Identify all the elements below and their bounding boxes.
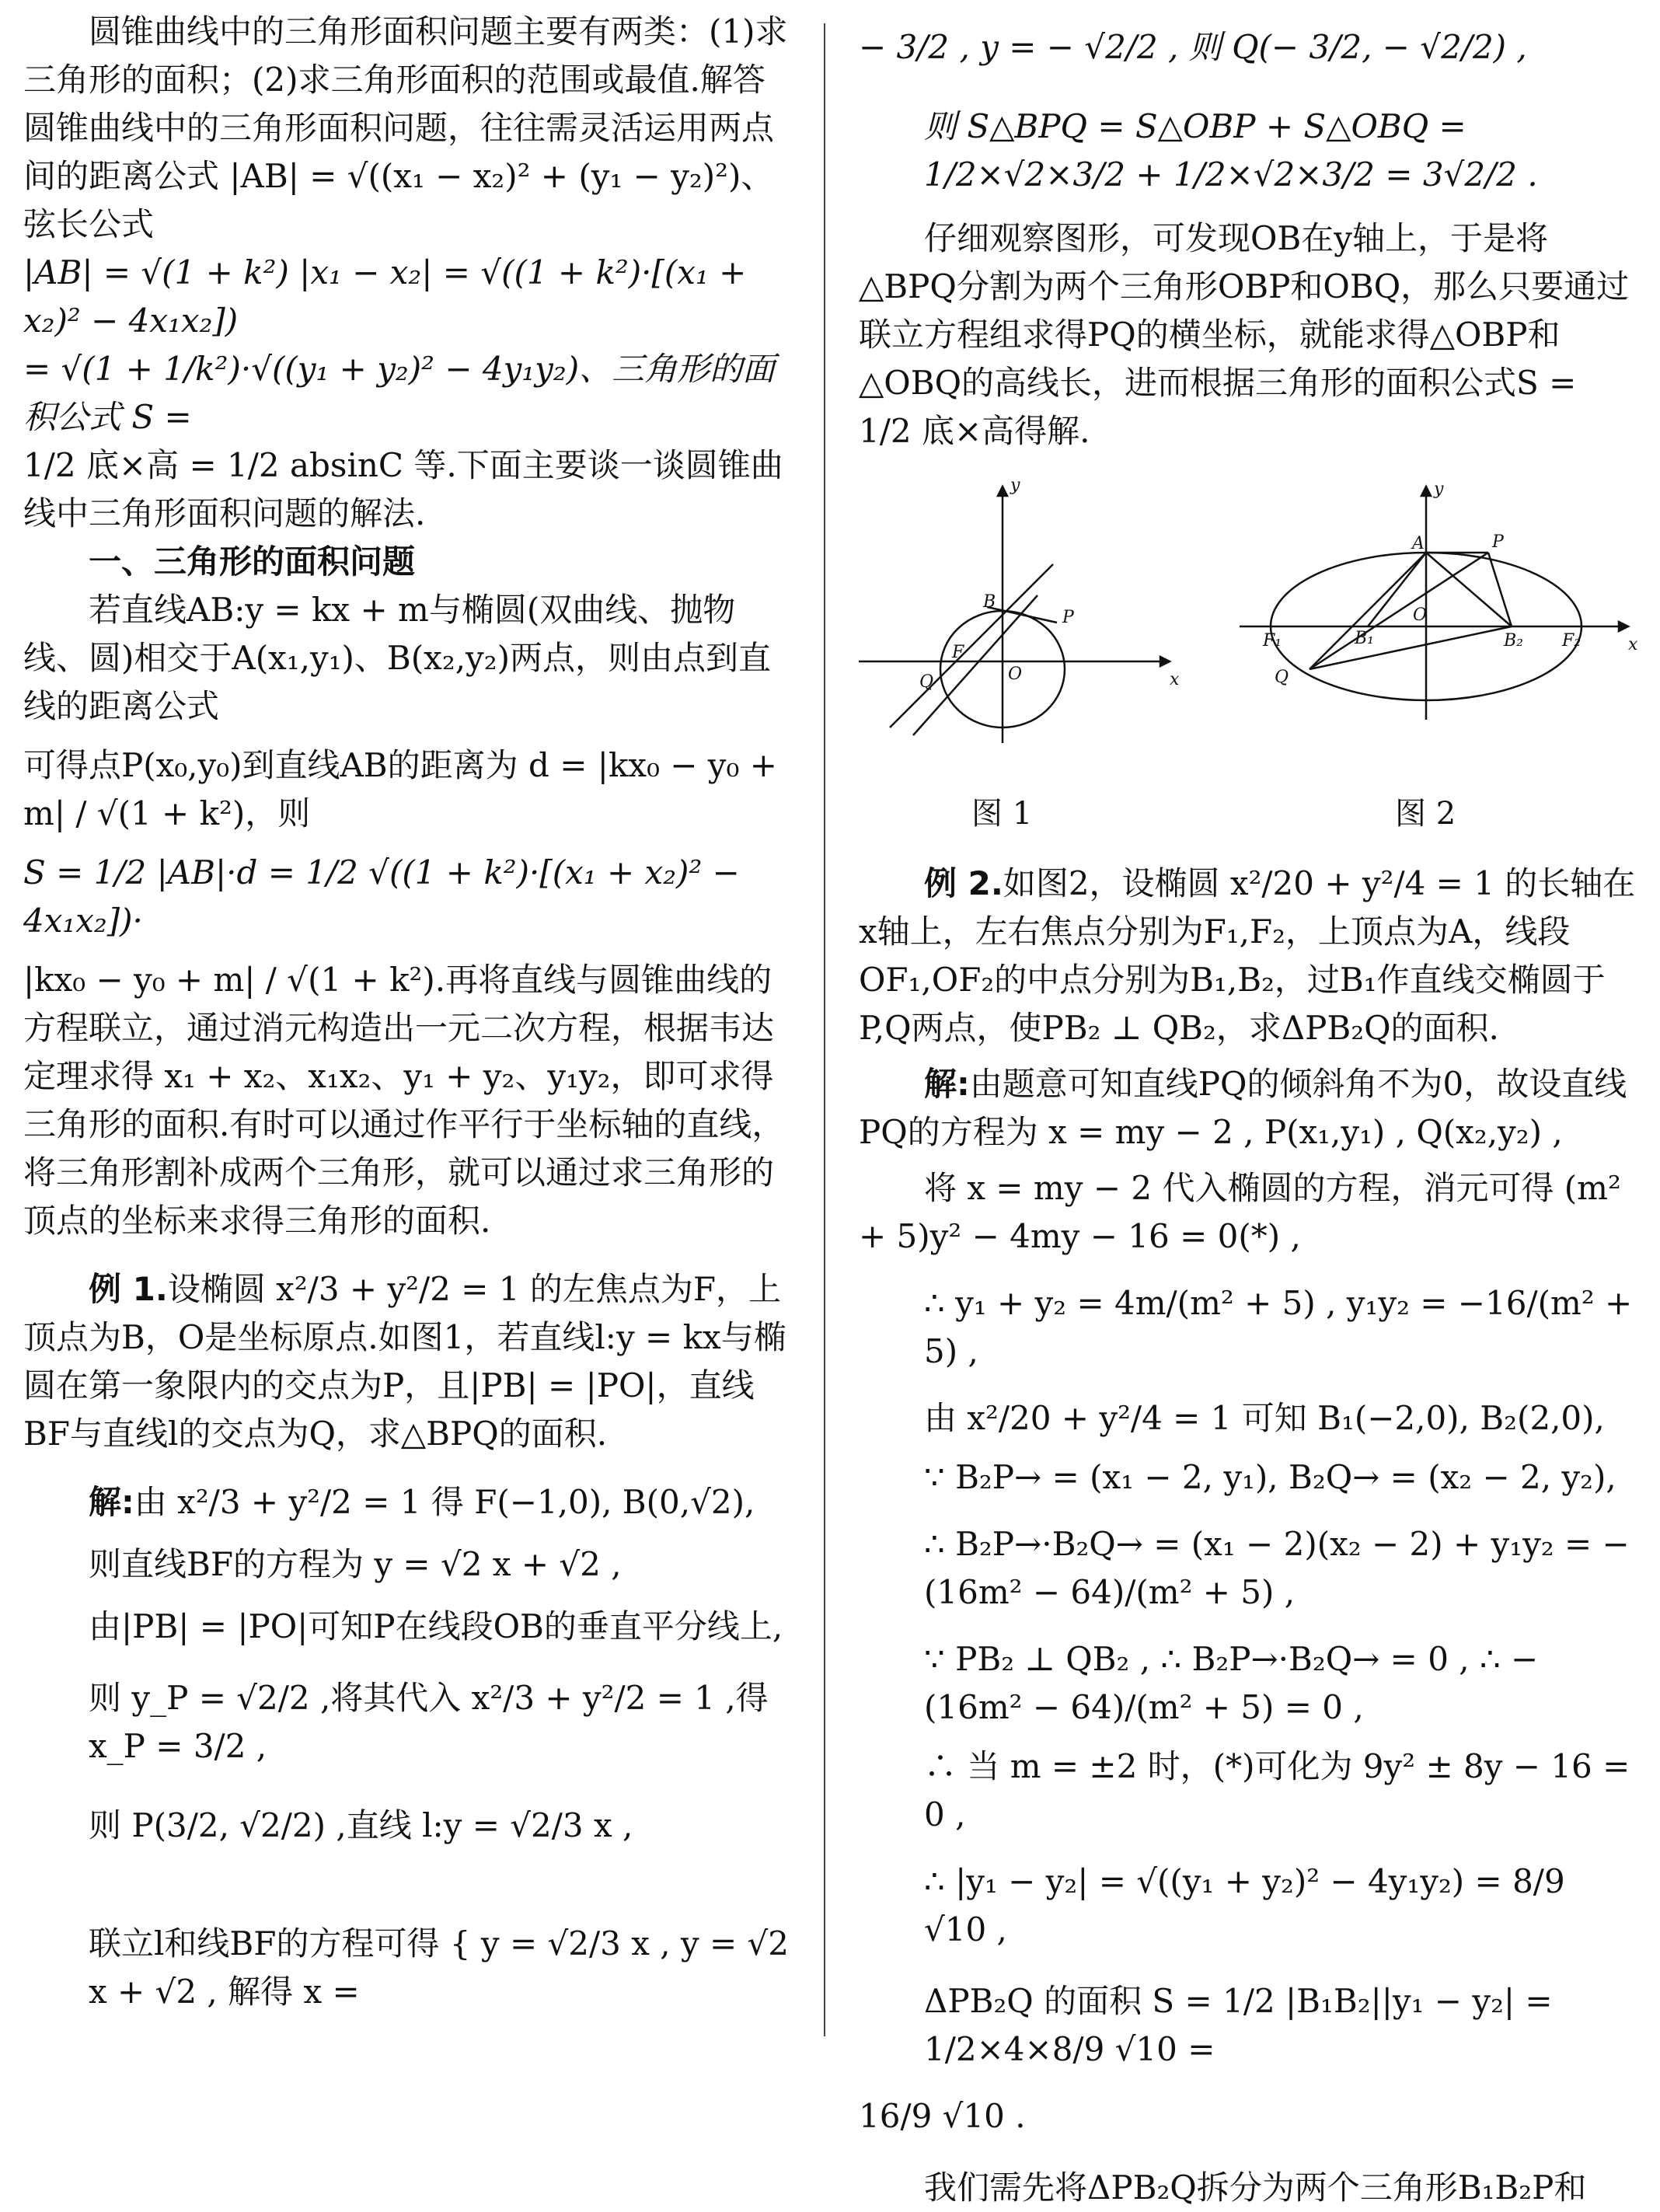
- fig2-x-label: x: [1628, 635, 1638, 654]
- figures: [859, 476, 1638, 836]
- solution-1-line-6: 联立l和线BF的方程可得 { y = √2/3 x , y = √2 x + √2 , 解得 x =: [89, 1924, 790, 2011]
- section-title: 一、三角形的面积问题: [89, 543, 416, 581]
- chord-length-formula: |AB| = √(1 + k²) |x₁ − x₂| = √((1 + k²)·[(x₁ + x₂)² − 4x₁x₂]): [23, 253, 747, 340]
- fig2-q-label: Q: [1275, 668, 1289, 687]
- observation-paragraph: 仔细观察图形，可发现OB在y轴上，于是将△BPQ分割为两个三角形OBP和OBQ，那么只要通过联立方程组求得PQ的横坐标，就能求得△OBP和△OBQ的高线长，进而根据三角形的面积公式S = 1/2 底×高得解.: [859, 219, 1630, 450]
- solution-2-line-5: ∴ B₂P→·B₂Q→ = (x₁ − 2)(x₂ − 2) + y₁y₂ = − (16m² − 64)/(m² + 5) ,: [924, 1525, 1630, 1611]
- fig1-o-label: O: [1008, 665, 1023, 684]
- distance-formula: 可得点P(x₀,y₀)到直线AB的距离为 d = |kx₀ − y₀ + m| / √(1 + k²)，则: [23, 746, 777, 832]
- solution-1-line-2: 则直线BF的方程为 y = √2 x + √2 ,: [89, 1545, 622, 1583]
- solution-2-line-4: ∵ B₂P→ = (x₁ − 2, y₁), B₂Q→ = (x₂ − 2, y₂),: [924, 1458, 1616, 1496]
- fig2-p-label: P: [1492, 532, 1504, 552]
- fig2-y-label: y: [1434, 480, 1444, 499]
- solution-2-line-2: ∴ y₁ + y₂ = 4m/(m² + 5) , y₁y₂ = −16/(m² + 5) ,: [924, 1284, 1633, 1370]
- figure-2-caption: 图 2: [1395, 796, 1456, 832]
- fig2-b1-label: B₁: [1355, 629, 1374, 648]
- solution-1-line-3: 由|PB| = |PO|可知P在线段OB的垂直平分线上,: [89, 1607, 783, 1645]
- area-formula-text: 1/2 底×高 = 1/2 absinC 等.下面主要谈一谈圆锥曲线中三角形面积问题的解法.: [23, 446, 783, 532]
- solution-1-line-5: 则 P(3/2, √2/2) ,直线 l:y = √2/3 x ,: [89, 1806, 633, 1844]
- solution-2-line-3: 由 x²/20 + y²/4 = 1 可知 B₁(−2,0), B₂(2,0),: [924, 1399, 1605, 1437]
- q-coordinates: − 3/2 , y = − √2/2 , 则 Q(− 3/2, − √2/2) ,: [859, 28, 1527, 66]
- solution-2-label: 解:: [924, 1065, 970, 1103]
- solution-2-first: 解:由题意可知直线PQ的倾斜角不为0，故设直线PQ的方程为 x = my − 2 , P(x₁,y₁) , Q(x₂,y₂) ,: [859, 1065, 1627, 1151]
- fig1-q-label: Q: [919, 672, 934, 692]
- solution-1-line-1: 解:由 x²/3 + y²/2 = 1 得 F(−1,0), B(0,√2),: [89, 1483, 755, 1521]
- area-result-1: 则 S△BPQ = S△OBP + S△OBQ = 1/2×√2×3/2 + 1/2×√2×3/2 = 3√2/2 .: [924, 107, 1538, 194]
- column-divider: [824, 23, 825, 2036]
- solution-2-line-11: 我们需先将ΔPB₂Q拆分为两个三角形B₁B₂P和: [924, 2168, 1587, 2207]
- area-expression: S = 1/2 |AB|·d = 1/2 √((1 + k²)·[(x₁ + x₂)² − 4x₁x₂])·: [23, 853, 740, 940]
- solution-2-line-6: ∵ PB₂ ⊥ QB₂ , ∴ B₂P→·B₂Q→ = 0 , ∴ − (16m² − 64)/(m² + 5) = 0 ,: [924, 1640, 1539, 1726]
- chord-length-formula-y: = √(1 + 1/k²)·√((y₁ + y₂)² − 4y₁y₂)、三角形的面积公式 S =: [23, 350, 776, 436]
- fig2-f2-label: F₂: [1562, 631, 1582, 651]
- example-1-text: 设椭圆 x²/3 + y²/2 = 1 的左焦点为F，上顶点为B，O是坐标原点.如图1，若直线l:y = kx与椭圆在第一象限内的交点为P，且|PB| = |PO|，直线BF与直线l的交点为Q，求△BPQ的面积.: [23, 1270, 786, 1453]
- section-paragraph-1: 若直线AB:y = kx + m与椭圆(双曲线、抛物线、圆)相交于A(x₁,y₁)、B(x₂,y₂)两点，则由点到直线的距离公式: [23, 591, 772, 725]
- fig1-b-label: B: [983, 592, 996, 612]
- fig2-o-label: O: [1413, 605, 1428, 625]
- solution-2-line-8: ∴ |y₁ − y₂| = √((y₁ + y₂)² − 4y₁y₂) = 8/9 √10 ,: [924, 1862, 1565, 1949]
- figure-1-caption: 图 1: [971, 796, 1033, 832]
- figures-svg: [859, 476, 1638, 790]
- fig1-p-label: P: [1062, 608, 1074, 627]
- fig2-f1-label: F₁: [1263, 631, 1282, 651]
- example-2: [859, 860, 1636, 1052]
- left-column: [23, 8, 793, 2016]
- solution-2-line-9: ΔPB₂Q 的面积 S = 1/2 |B₁B₂||y₁ − y₂| = 1/2×4×8/9 √10 =: [924, 1982, 1553, 2068]
- solution-1-line-4: 则 y_P = √2/2 ,将其代入 x²/3 + y²/2 = 1 ,得 x_P = 3/2 ,: [89, 1679, 769, 1765]
- fig2-a-label: A: [1412, 534, 1425, 553]
- solution-1-label: 解:: [89, 1483, 134, 1521]
- figure-2-diagram: [1240, 487, 1628, 720]
- solution-2-line-10: 16/9 √10 .: [859, 2097, 1026, 2135]
- fig2-b2-label: B₂: [1504, 631, 1523, 651]
- example-2-text: 如图2，设椭圆 x²/20 + y²/4 = 1 的长轴在x轴上，左右焦点分别为F₁,F₂，上顶点为A，线段OF₁,OF₂的中点分别为B₁,B₂，过B₁作直线交椭圆于P,Q两点，使PB₂ ⊥ QB₂，求ΔPB₂Q的面积.: [859, 864, 1636, 1047]
- intro-paragraph: 圆锥曲线中的三角形面积问题主要有两类：(1)求三角形的面积；(2)求三角形面积的范围或最值.解答圆锥曲线中的三角形面积问题，往往需灵活运用两点间的距离公式 |AB| = √((x₁ − x₂)² + (y₁ − y₂)²)、弦长公式: [23, 12, 788, 243]
- example-1-label: 例 1.: [89, 1270, 168, 1308]
- figure-1-diagram: [859, 487, 1170, 743]
- example-1: [23, 1265, 793, 1458]
- solution-2-line-1: 将 x = my − 2 代入椭圆的方程，消元可得 (m² + 5)y² − 4my − 16 = 0(*) ,: [859, 1169, 1621, 1255]
- example-2-label: 例 2.: [924, 864, 1003, 902]
- fig1-y-label: y: [1010, 476, 1020, 495]
- fig1-x-label: x: [1170, 670, 1180, 689]
- solution-2-line-7: ∴ 当 m = ±2 时，(*)可化为 9y² ± 8y − 16 = 0 ,: [924, 1747, 1630, 1833]
- section-paragraph-2: |kx₀ − y₀ + m| / √(1 + k²).再将直线与圆锥曲线的方程联立，通过消元构造出一元二次方程，根据韦达定理求得 x₁ + x₂、x₁x₂、y₁ + y₂、y₁y₂，即可求得三角形的面积.有时可以通过作平行于坐标轴的直线，将三角形割补成两个三角形，就可以通过求三角形的顶点的坐标来求得三角形的面积.: [23, 961, 785, 1240]
- right-column: [859, 8, 1636, 2212]
- fig1-f-label: F: [952, 643, 964, 662]
